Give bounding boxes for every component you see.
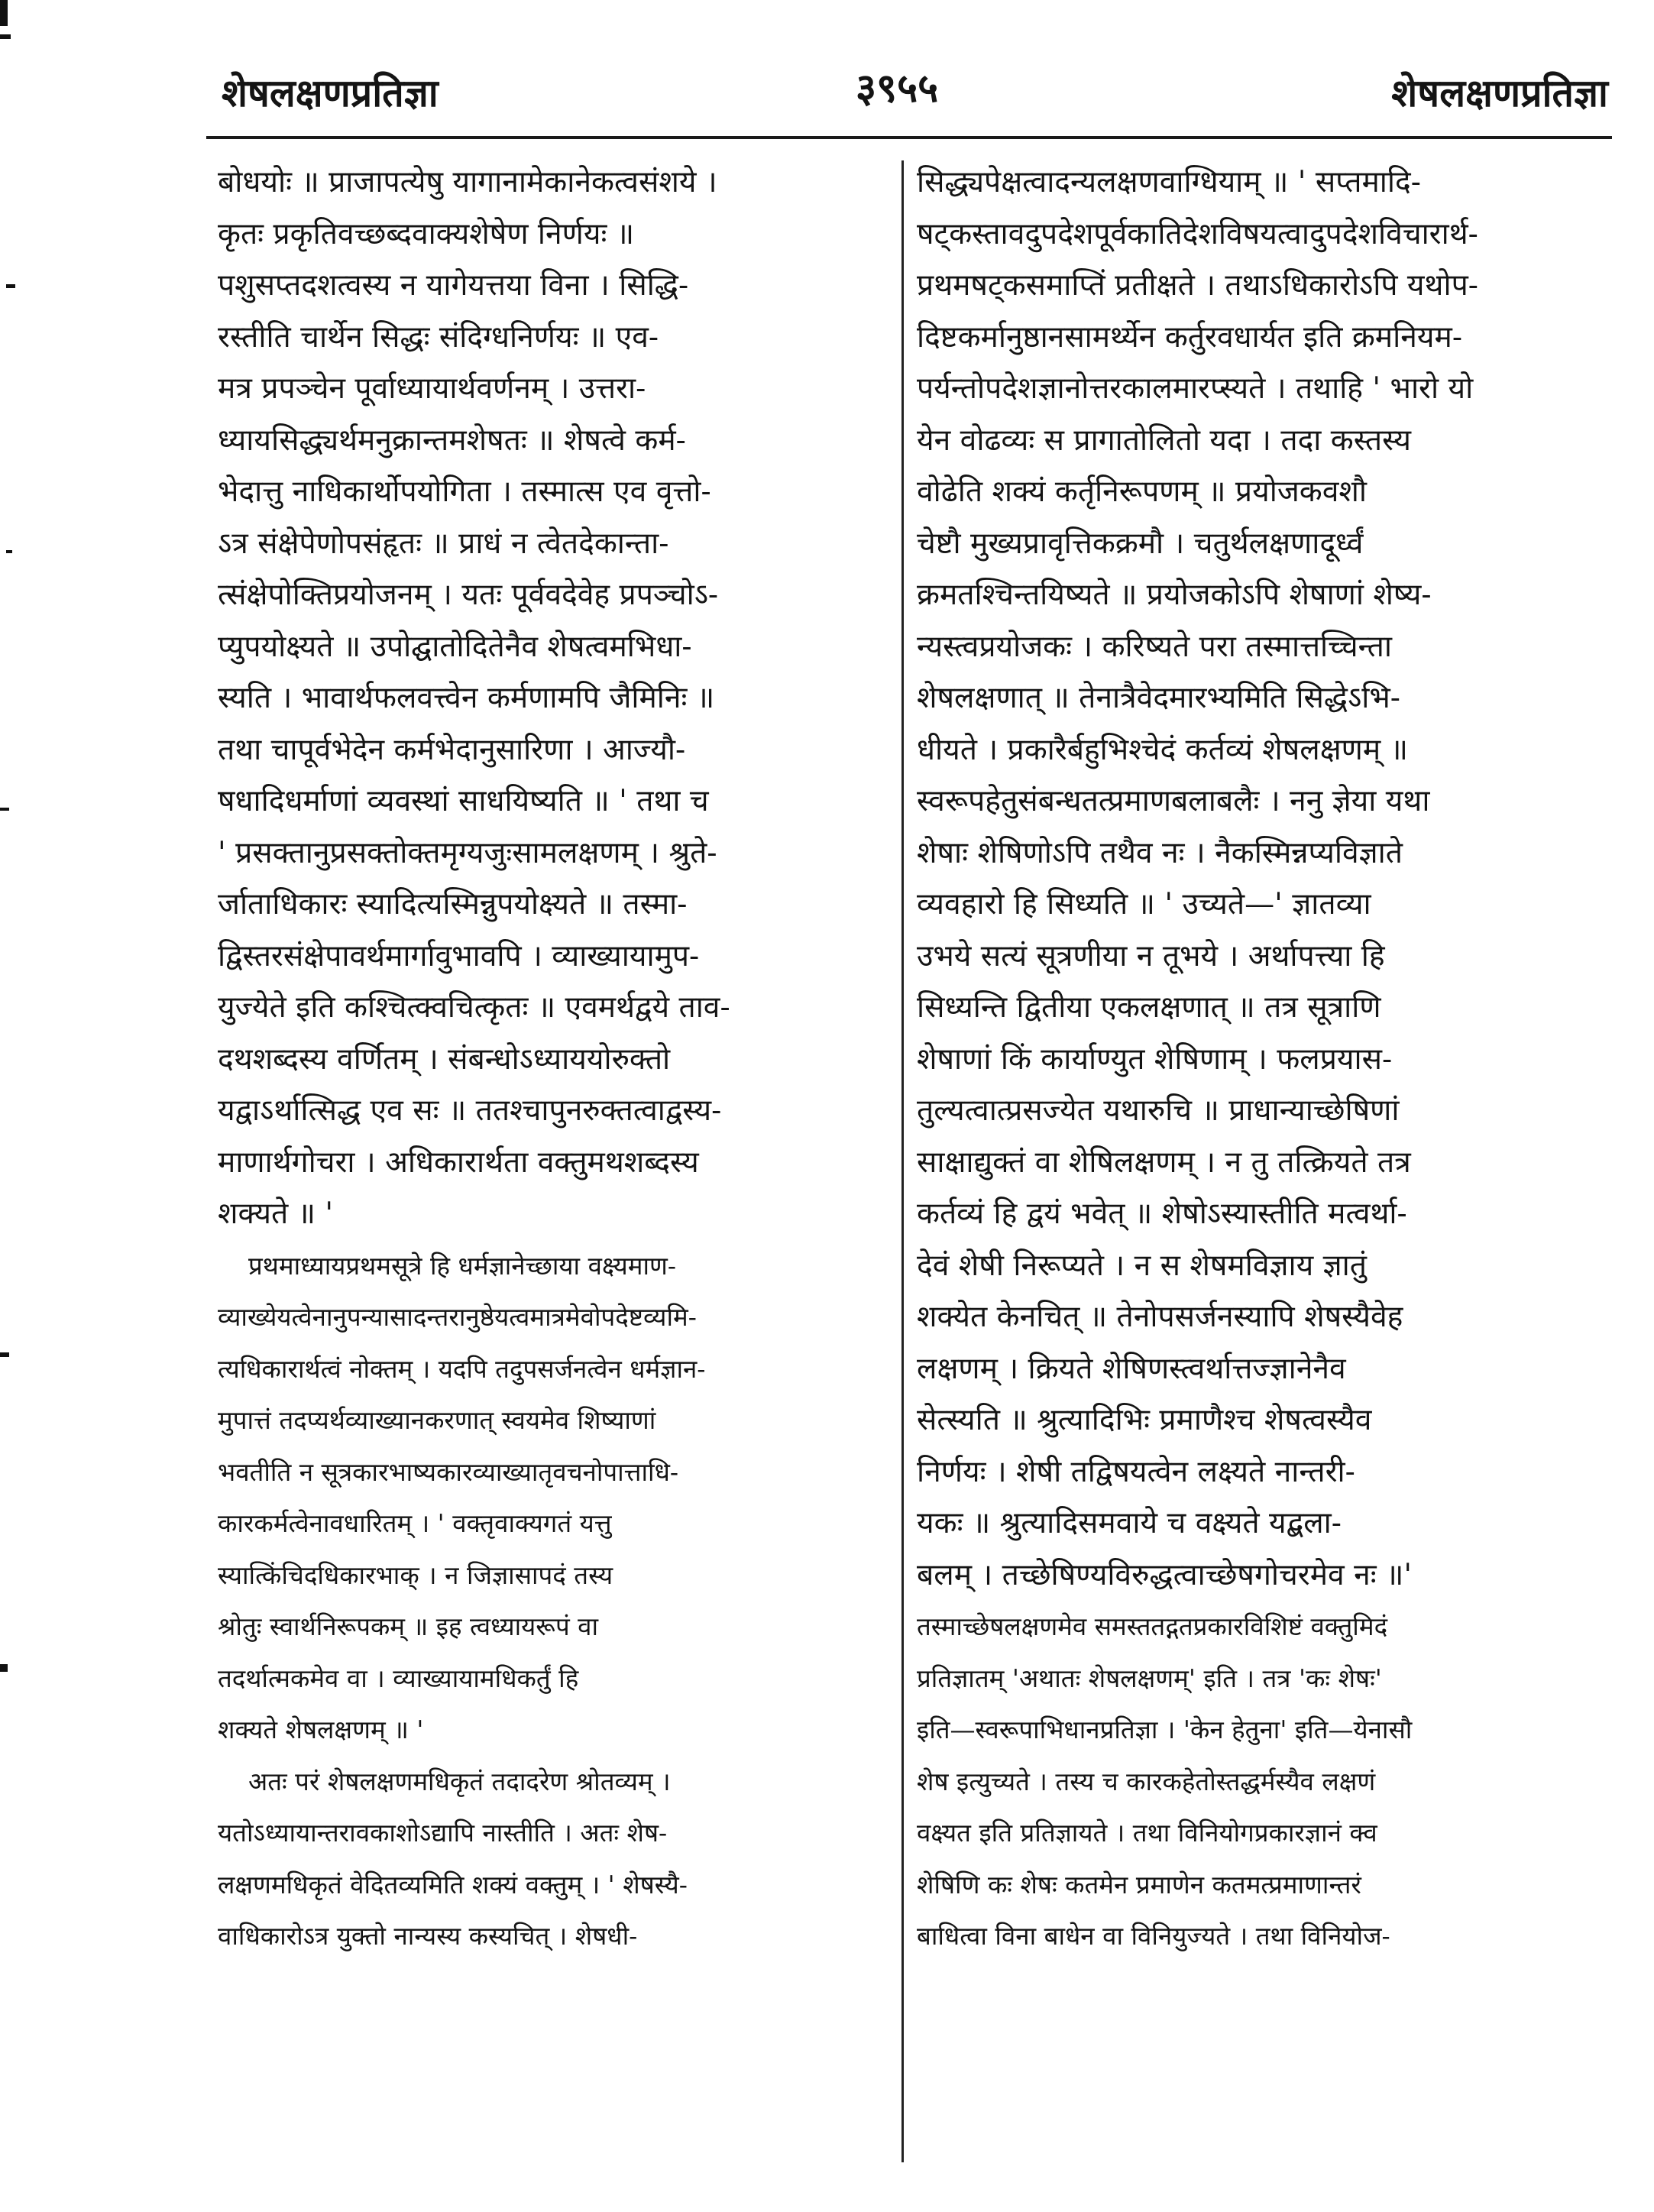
left-column (218, 157, 890, 2174)
running-title-left: शेषलक्षणप्रतिज्ञा (222, 70, 439, 115)
scan-mark (0, 1352, 9, 1357)
scan-mark (0, 808, 9, 811)
scan-mark (6, 284, 15, 288)
commentary-paragraph-3: तस्माच्छेषलक्षणमेव समस्ततद्गतप्रकारविशिष्टं वक्तुमिदं प्रतिज्ञातम् 'अथातः शेषलक्षणम्' इति । तत्र 'कः शेषः' इति—स्वरूपाभिधानप्रतिज्ञा । 'केन हेतुना' इति—येनासौ शेष इत्युच्यते । तस्य च कारकहेतोस्तद्धर्मस्यैव लक्षणं वक्ष्यत इति प्रतिज्ञायते । तथा विनियोगप्रकारज्ञानं क्व शेषिणि कः शेषः कतमेन प्रमाणेन कतमत्प्रमाणान्तरं बाधित्वा विना बाधेन वा विनियुज्यते । तथा विनियोज- (917, 1611, 1413, 1951)
commentary-paragraph-2: अतः परं शेषलक्षणमधिकृतं तदादरेण श्रोतव्यम् । यतोऽध्यायान्तरावकाशोऽद्यापि नास्तीति । अतः शेष- लक्षणमधिकृतं वेदितव्यमिति शक्यं वक्तुम् । ' शेषस्यै- वाधिकारोऽत्र युक्तो नान्यस्य कस्यचित् । शेषधी- (218, 1766, 688, 1951)
scan-mark (0, 34, 11, 39)
verse-block-2: सिद्ध्यपेक्षत्वादन्यलक्षणवाग्धियाम् ॥ ' सप्तमादि- षट्कस्तावदुपदेशपूर्वकातिदेशविषयत्वादुपदेशविचारार्थ- प्रथमषट्कसमाप्तिं प्रतीक्षते । तथाऽधिकारोऽपि यथोप- दिष्टकर्मानुष्ठानसामर्थ्येन कर्तुरवधार्यत इति क्रमनियम- पर्यन्तोपदेशज्ञानोत्तरकालमारप्स्यते । तथाहि ' भारो यो येन वोढव्यः स प्रागातोलितो यदा । तदा कस्तस्य वोढेति शक्यं कर्तृनिरूपणम् ॥ प्रयोजकवशौ चेष्टौ मुख्यप्रावृत्तिकक्रमौ । चतुर्थलक्षणादूर्ध्वं क्रमतश्चिन्तयिष्यते ॥ प्रयोजकोऽपि शेषाणां शेष्य- न्यस्त्वप्रयोजकः । करिष्यते परा तस्मात्तच्चिन्ता शेषलक्षणात् ॥ तेनात्रैवेदमारभ्यमिति सिद्धेऽभि- धीयते । प्रकारैर्बहुभिश्चेदं कर्तव्यं शेषलक्षणम् ॥ स्वरूपहेतुसंबन्धतत्प्रमाणबलाबलैः । ननु ज्ञेया यथा शेषाः शेषिणोऽपि तथैव नः । नैकस्मिन्नप्यविज्ञाते व्यवहारो हि सिध्यति ॥ ' उच्यते—' ज्ञातव्या उभये सत्यं सूत्रणीया न तूभये । अर्थापत्त्या हि सिध्यन्ति द्वितीया एकलक्षणात् ॥ तत्र सूत्राणि शेषाणां किं कार्याण्युत शेषिणाम् । फलप्रयास- तुल्यत्वात्प्रसज्येत यथारुचि ॥ प्राधान्याच्छेषिणां साक्षाद्युक्तं वा शेषिलक्षणम् । न तु तत्क्रियते तत्र कर्तव्यं हि द्वयं भवेत् ॥ शेषोऽस्यास्तीति मत्वर्था- देवं शेषी निरूप्यते । न स शेषमविज्ञाय ज्ञातुं शक्येत केनचित् ॥ तेनोपसर्जनस्यापि शेषस्यैवेह लक्षणम् । क्रियते शेषिणस्त्वर्थात्तज्ज्ञानेनैव सेत्स्यति ॥ श्रुत्यादिभिः प्रमाणैश्च शेषत्वस्यैव निर्णयः । शेषी तद्विषयत्वेन लक्ष्यते नान्तरी- यकः ॥ श्रुत्यादिसमवाये च वक्ष्यते यद्बला- बलम् । तच्छेषिण्यविरुद्धत्वाच्छेषगोचरमेव नः ॥' (917, 165, 1478, 1592)
right-column (917, 157, 1593, 2174)
scan-mark (0, 1664, 8, 1672)
column-divider (901, 160, 904, 2162)
running-title-right: शेषलक्षणप्रतिज्ञा (1391, 70, 1608, 115)
scan-mark (6, 550, 12, 553)
commentary-paragraph-1: प्रथमाध्यायप्रथमसूत्रे हि धर्मज्ञानेच्छाया वक्ष्यमाण- व्याख्येयत्वेनानुपन्यासादन्तरानुष्ठेयत्वमात्रमेवोपदेष्टव्यमि- त्यधिकारार्थत्वं नोक्तम् । यदपि तदुपसर्जनत्वेन धर्मज्ञान- मुपात्तं तदप्यर्थव्याख्यानकरणात् स्वयमेव शिष्याणां भवतीति न सूत्रकारभाष्यकारव्याख्यातृवचनोपात्ताधि- कारकर्मत्वेनावधारितम् । ' वक्तृवाक्यगतं यत्तु स्यात्किंचिदधिकारभाक् । न जिज्ञासापदं तस्य श्रोतुः स्वार्थनिरूपकम् ॥ इह त्वध्यायरूपं वा तदर्थात्मकमेव वा । व्याख्यायामधिकर्तुं हि शक्यते शेषलक्षणम् ॥ ' (218, 1250, 706, 1744)
page-number: ३९५५ (856, 65, 939, 112)
scan-mark (0, 0, 8, 26)
page-header (0, 60, 1654, 128)
header-rule (206, 136, 1612, 139)
verse-block-1: बोधयोः ॥ प्राजापत्येषु यागानामेकानेकत्वसंशये । कृतः प्रकृतिवच्छब्दवाक्यशेषेण निर्णयः ॥ पशुसप्तदशत्वस्य न यागेयत्तया विना । सिद्धि- रस्तीति चार्थेन सिद्धः संदिग्धनिर्णयः ॥ एव- मत्र प्रपञ्चेन पूर्वाध्यायार्थवर्णनम् । उत्तरा- ध्यायसिद्ध्यर्थमनुक्रान्तमशेषतः ॥ शेषत्वे कर्म- भेदात्तु नाधिकार्थोपयोगिता । तस्मात्स एव वृत्तो- ऽत्र संक्षेपेणोपसंहृतः ॥ प्राधं न त्वेतदेकान्ता- त्संक्षेपोक्तिप्रयोजनम् । यतः पूर्ववदेवेह प्रपञ्चोऽ- प्युपयोक्ष्यते ॥ उपोद्घातोदितेनैव शेषत्वमभिधा- स्यति । भावार्थफलवत्त्वेन कर्मणामपि जैमिनिः ॥ तथा चापूर्वभेदेन कर्मभेदानुसारिणा । आज्यौ- षधादिधर्माणां व्यवस्थां साधयिष्यति ॥ ' तथा च ' प्रसक्तानुप्रसक्तोक्तमृग्यजुःसामलक्षणम् । श्रुते- र्जाताधिकारः स्यादित्यस्मिन्नुपयोक्ष्यते ॥ तस्मा- द्विस्तरसंक्षेपावर्थमार्गावुभावपि । व्याख्यायामुप- युज्येते इति कश्चित्क्वचित्कृतः ॥ एवमर्थद्वये ताव- दथशब्दस्य वर्णितम् । संबन्धोऽध्याययोरुक्तो यद्वाऽर्थात्सिद्ध एव सः ॥ ततश्चापुनरुक्तत्वाद्वस्य- माणार्थगोचरा । अधिकारार्थता वक्तुमथशब्दस्य शक्यते ॥ ' (218, 165, 730, 1231)
